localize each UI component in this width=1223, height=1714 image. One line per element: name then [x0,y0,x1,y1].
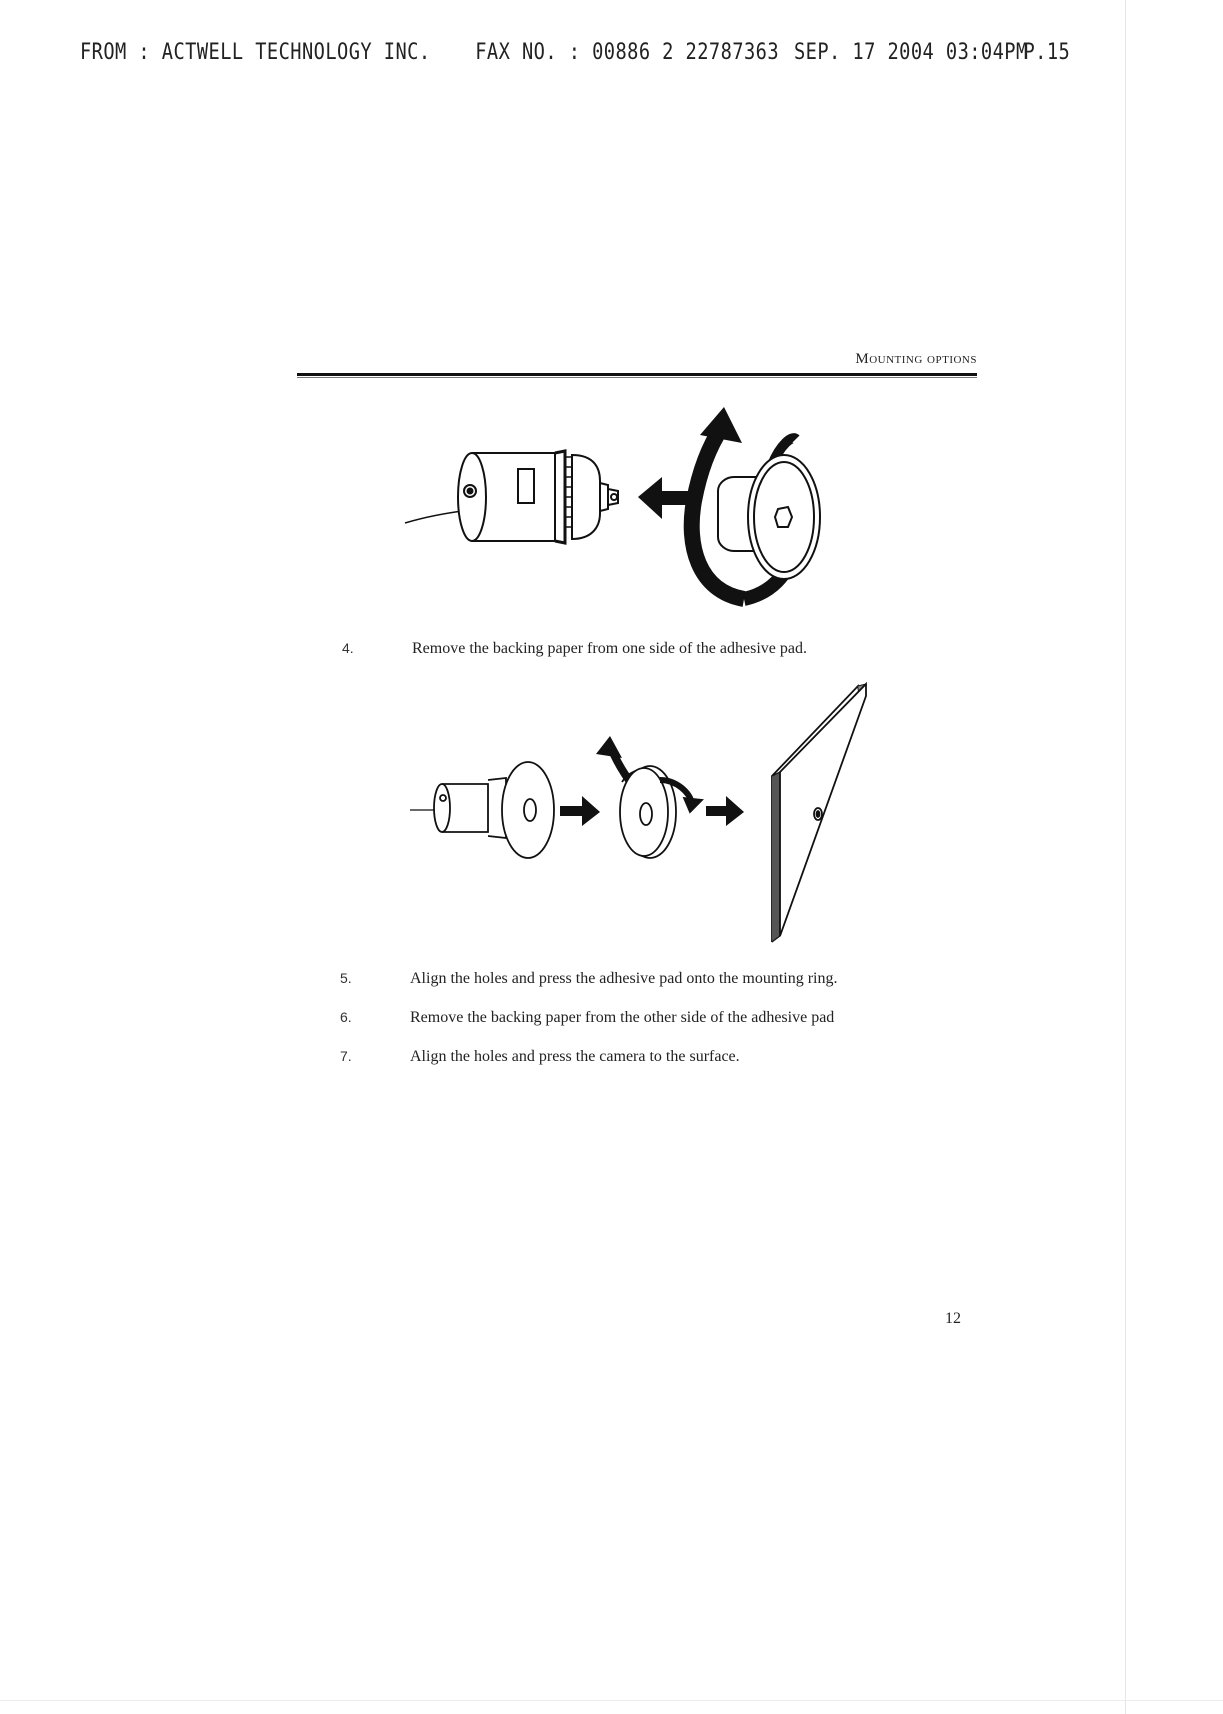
mounting-ring-drawing [718,455,820,579]
header-rule-thin [297,377,977,378]
fax-from: FROM : ACTWELL TECHNOLOGY INC. [80,40,431,65]
step-number: 6. [340,1009,352,1025]
adhesive-pad-drawing [620,766,702,858]
step-number: 5. [340,970,352,986]
step-text: Align the holes and press the adhesive pad onto the mounting ring. [410,970,838,987]
page-bottom-edge [0,1700,1223,1701]
arrow-right-icon [706,796,744,826]
step-number: 4. [342,640,354,656]
page-edge-line [1125,0,1126,1714]
fax-number: FAX NO. : 00886 2 22787363 [475,40,780,65]
step-text: Remove the backing paper from the other side of the adhesive pad [410,1009,835,1026]
mounting-ring-illustration [400,405,900,615]
adhesive-pad-illustration [410,680,880,950]
fax-date: SEP. 17 2004 03:04PM [794,40,1028,65]
fax-page: P.15 [1023,40,1071,65]
section-title: Mounting options [855,351,977,367]
arrow-right-icon [560,796,600,826]
step-number: 7. [340,1048,352,1064]
camera-drawing [405,451,618,543]
page-number: 12 [945,1310,961,1327]
fax-header [80,40,1071,80]
step-text: Remove the backing paper from one side of the adhesive pad. [412,640,807,657]
step-text: Align the holes and press the camera to the surface. [410,1048,740,1065]
header-rule [297,373,977,376]
wall-surface-drawing [772,684,866,942]
camera-with-ring-drawing [410,762,554,858]
